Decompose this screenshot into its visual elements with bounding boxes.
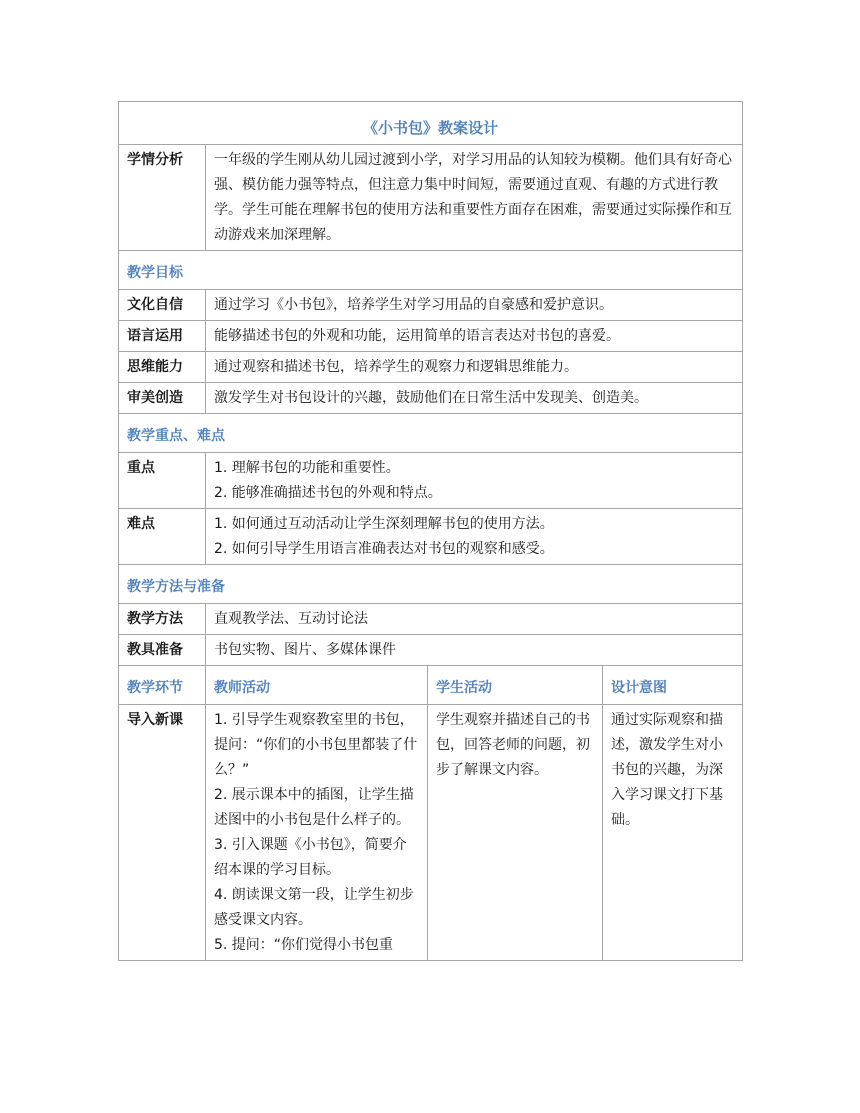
method-row (119, 604, 743, 635)
column-header: 学生活动 (428, 666, 603, 705)
goal-row (119, 321, 743, 352)
list-item: 1. 引导学生观察教室里的书包，提问：“你们的小书包里都装了什么？” (214, 712, 418, 778)
methods-section-row (119, 565, 743, 604)
goal-row (119, 290, 743, 321)
column-header: 教师活动 (206, 666, 428, 705)
difficult-point-label: 难点 (119, 509, 206, 565)
goals-section-row (119, 251, 743, 290)
goal-label: 语言运用 (119, 321, 206, 352)
method-text: 书包实物、图片、多媒体课件 (206, 635, 743, 666)
key-point-items (206, 453, 743, 509)
key-point-label: 重点 (119, 453, 206, 509)
difficult-point-items (206, 509, 743, 565)
teacher-activity (206, 705, 428, 961)
analysis-text: 一年级的学生刚从幼儿园过渡到小学，对学习用品的认知较为模糊。他们具有好奇心强、模仿能力强等特点，但注意力集中时间短，需要通过直观、有趣的方式进行教学。学生可能在理解书包的使用方法和重要性方面存在困难，需要通过实际操作和互动游戏来加深理解。 (206, 145, 743, 251)
goals-heading: 教学目标 (119, 251, 743, 290)
list-item: 1. 如何通过互动活动让学生深刻理解书包的使用方法。 (214, 516, 554, 532)
list-item: 2. 展示课本中的插图，让学生描述图中的小书包是什么样子的。 (214, 787, 414, 828)
lesson-plan-table (118, 101, 743, 961)
difficult-point-row (119, 509, 743, 565)
goal-text: 通过学习《小书包》，培养学生对学习用品的自豪感和爱护意识。 (206, 290, 743, 321)
analysis-label: 学情分析 (119, 145, 206, 251)
column-header: 教学环节 (119, 666, 206, 705)
title-row (119, 102, 743, 145)
list-item: 4. 朗读课文第一段，让学生初步感受课文内容。 (214, 887, 414, 928)
goal-label: 文化自信 (119, 290, 206, 321)
document-title: 《小书包》教案设计 (119, 102, 743, 145)
goal-label: 思维能力 (119, 352, 206, 383)
process-header-row (119, 666, 743, 705)
list-item: 2. 如何引导学生用语言准确表达对书包的观察和感受。 (214, 541, 554, 557)
focus-section-row (119, 414, 743, 453)
goal-text: 能够描述书包的外观和功能，运用简单的语言表达对书包的喜爱。 (206, 321, 743, 352)
goal-row (119, 383, 743, 414)
goal-row (119, 352, 743, 383)
list-item: 1. 理解书包的功能和重要性。 (214, 460, 400, 476)
method-row (119, 635, 743, 666)
focus-heading: 教学重点、难点 (119, 414, 743, 453)
goal-label: 审美创造 (119, 383, 206, 414)
goal-text: 通过观察和描述书包，培养学生的观察力和逻辑思维能力。 (206, 352, 743, 383)
key-point-row (119, 453, 743, 509)
column-header: 设计意图 (603, 666, 743, 705)
methods-heading: 教学方法与准备 (119, 565, 743, 604)
method-text: 直观教学法、互动讨论法 (206, 604, 743, 635)
method-label: 教具准备 (119, 635, 206, 666)
stage-label: 导入新课 (119, 705, 206, 961)
design-intent: 通过实际观察和描述，激发学生对小书包的兴趣，为深入学习课文打下基础。 (603, 705, 743, 961)
goal-text: 激发学生对书包设计的兴趣，鼓励他们在日常生活中发现美、创造美。 (206, 383, 743, 414)
lesson-plan-document (118, 101, 742, 961)
list-item: 2. 能够准确描述书包的外观和特点。 (214, 485, 442, 501)
analysis-row (119, 145, 743, 251)
list-item: 5. 提问：“你们觉得小书包重 (214, 937, 394, 953)
student-activity: 学生观察并描述自己的书包，回答老师的问题，初步了解课文内容。 (428, 705, 603, 961)
process-row (119, 705, 743, 961)
list-item: 3. 引入课题《小书包》，简要介绍本课的学习目标。 (214, 837, 407, 878)
method-label: 教学方法 (119, 604, 206, 635)
